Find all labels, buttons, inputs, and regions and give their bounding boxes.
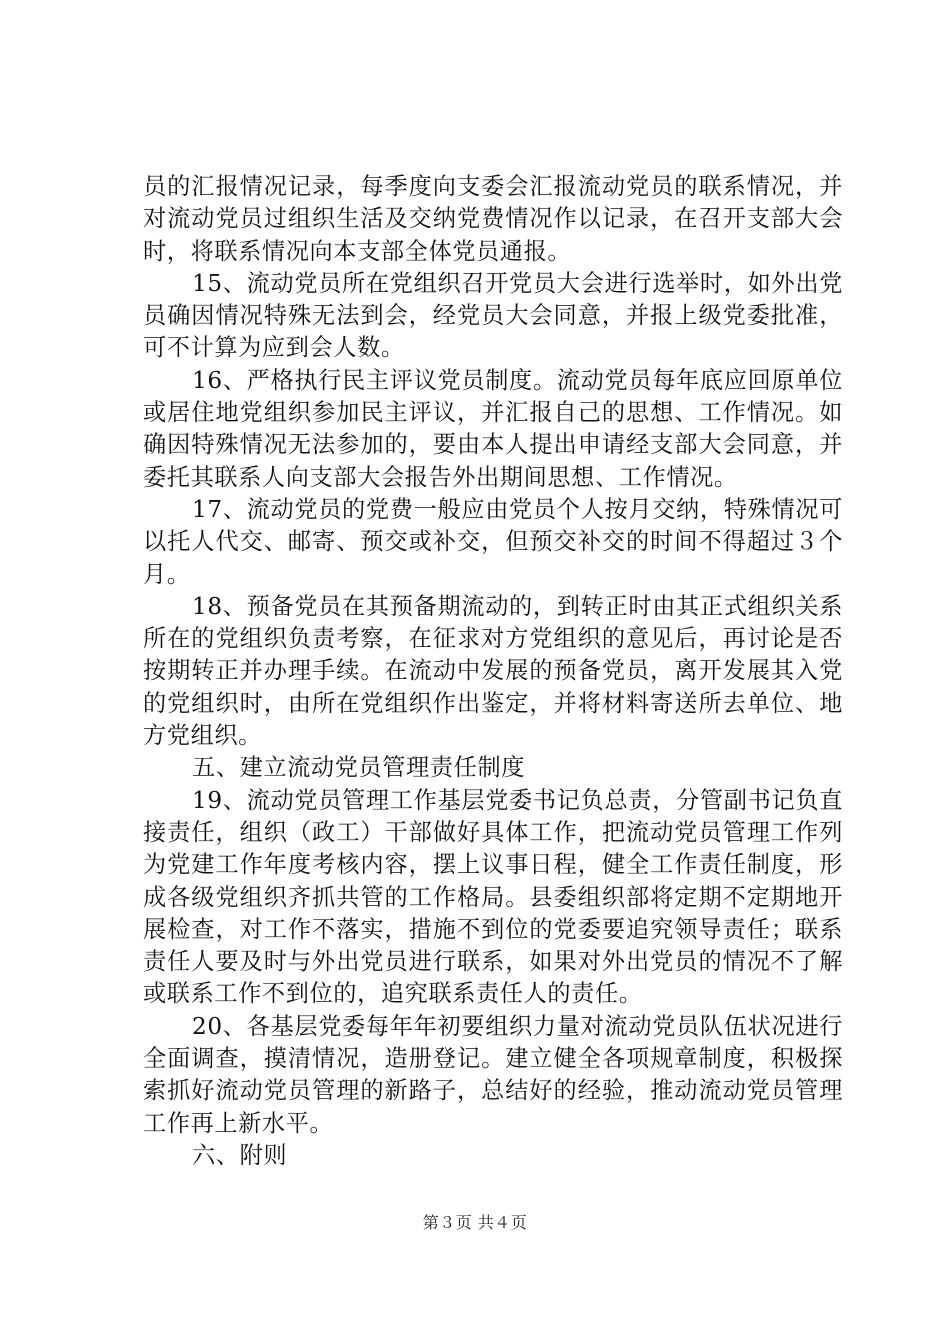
section-heading-5: 五、建立流动党员管理责任制度 xyxy=(192,754,526,782)
page-number-footer: 第３页 共４页 xyxy=(422,1213,528,1232)
paragraph-item-19: 19、流动党员管理工作基层党委书记负总责，分管副书记负直接责任，组织（政工）干部做好具体工作，把流动党员管理工作列为党建工作年度考核内容，摆上议事日程，健全工作责任制度，形成各级党组织齐抓共管的工作格局。县委组织部将定期不定期地开展检查，对工作不落实，措施不到位的党委要追究领导责任；联系责任人要及时与外出党员进行联系，如果对外出党员的情况不了解或联系工作不到位的，追究联系责任人的责任。 xyxy=(143,786,843,1008)
document-body xyxy=(143,171,843,1172)
paragraph-item-20: 20、各基层党委每年年初要组织力量对流动党员队伍状况进行全面调查，摸清情况，造册登记。建立健全各项规章制度，积极探索抓好流动党员管理的新路子，总结好的经验，推动流动党员管理工作再上新水平。 xyxy=(143,1012,843,1137)
paragraph-item-18: 18、预备党员在其预备期流动的，到转正时由其正式组织关系所在的党组织负责考察，在征求对方党组织的意见后，再讨论是否按期转正并办理手续。在流动中发展的预备党员，离开发展其入党的党组织时，由所在党组织作出鉴定，并将材料寄送所去单位、地方党组织。 xyxy=(143,592,843,750)
paragraph-item-16: 16、严格执行民主评议党员制度。流动党员每年底应回原单位或居住地党组织参加民主评议，并汇报自己的思想、工作情况。如确因特殊情况无法参加的，要由本人提出申请经支部大会同意，并委托其联系人向支部大会报告外出期间思想、工作情况。 xyxy=(143,366,843,491)
paragraph-continuation: 员的汇报情况记录，每季度向支委会汇报流动党员的联系情况，并对流动党员过组织生活及交纳党费情况作以记录，在召开支部大会时，将联系情况向本支部全体党员通报。 xyxy=(143,173,843,265)
section-heading-6: 六、附则 xyxy=(192,1141,288,1169)
paragraph-item-15: 15、流动党员所在党组织召开党员大会进行选举时，如外出党员确因情况特殊无法到会，经党员大会同意，并报上级党委批准，可不计算为应到会人数。 xyxy=(143,269,843,362)
paragraph-item-17: 17、流动党员的党费一般应由党员个人按月交纳，特殊情况可以托人代交、邮寄、预交或补交，但预交补交的时间不得超过３个月。 xyxy=(143,495,843,588)
